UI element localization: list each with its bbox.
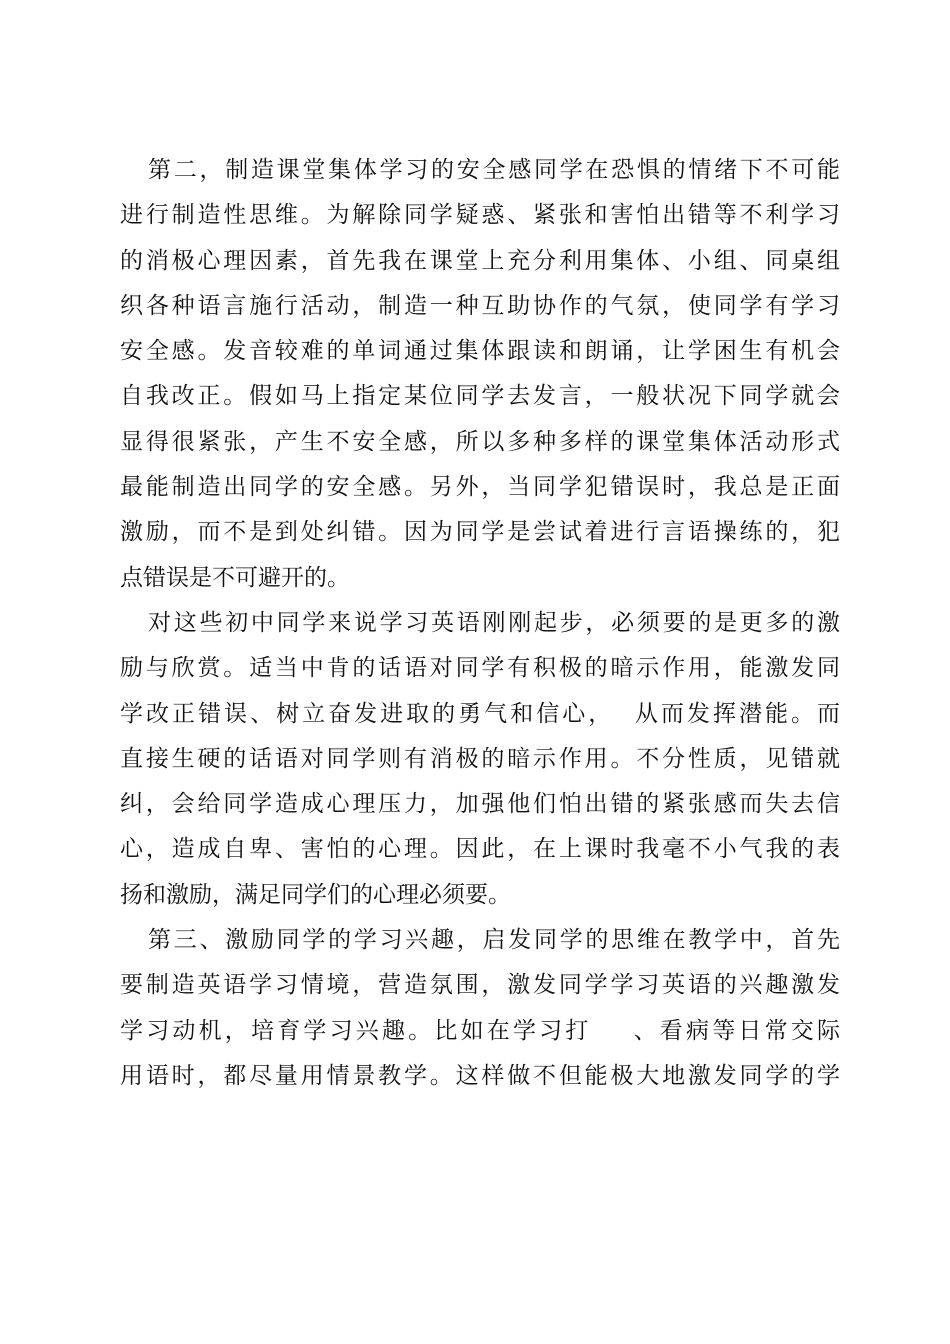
paragraph-line: 第二，制造课堂集体学习的安全感同学在恐惧的情绪下不可能 <box>148 157 840 183</box>
paragraph-line: 点错误是不可避开的。 <box>120 564 350 591</box>
paragraph-line: 用语时，都尽量用情景教学。这样做不但能极大地激发同学的学 <box>120 1062 840 1089</box>
paragraph-2 <box>120 601 840 918</box>
paragraph-line: 学改正错误、树立奋发进取的勇气和信心， 从而发挥潜能。而 <box>120 700 840 727</box>
paragraph-line: 显得很紧张，产生不安全感，所以多种多样的课堂集体活动形式 <box>120 428 840 455</box>
paragraph-line: 扬和激励，满足同学们的心理必须要。 <box>120 881 511 908</box>
paragraph-1 <box>120 148 840 601</box>
paragraph-line: 自我改正。假如马上指定某位同学去发言，一般状况下同学就会 <box>120 383 840 410</box>
paragraph-line: 纠，会给同学造成心理压力，加强他们怕出错的紧张感而失去信 <box>120 791 840 818</box>
paragraph-3 <box>120 918 840 1099</box>
paragraph-line: 最能制造出同学的安全感。另外，当同学犯错误时，我总是正面 <box>120 474 840 501</box>
paragraph-line: 进行制造性思维。为解除同学疑惑、紧张和害怕出错等不利学习 <box>120 202 840 229</box>
paragraph-line: 直接生硬的话语对同学则有消极的暗示作用。不分性质，见错就 <box>120 745 840 772</box>
paragraph-line: 学习动机，培育学习兴趣。比如在学习打 、看病等日常交际 <box>120 1017 840 1044</box>
document-body <box>120 148 840 1099</box>
paragraph-line: 织各种语言施行活动，制造一种互助协作的气氛，使同学有学习 <box>120 292 840 319</box>
paragraph-line: 要制造英语学习情境，营造氛围，激发同学学习英语的兴趣激发 <box>120 972 840 999</box>
paragraph-line: 激励，而不是到处纠错。因为同学是尝试着进行言语操练的，犯 <box>120 519 840 546</box>
paragraph-line: 的消极心理因素，首先我在课堂上充分利用集体、小组、同桌组 <box>120 247 840 274</box>
paragraph-line: 对这些初中同学来说学习英语刚刚起步，必须要的是更多的激 <box>148 609 840 636</box>
paragraph-line: 第三、激励同学的学习兴趣，启发同学的思维在教学中，首先 <box>148 927 840 954</box>
paragraph-line: 安全感。发音较难的单词通过集体跟读和朗诵，让学困生有机会 <box>120 338 840 365</box>
paragraph-line: 励与欣赏。适当中肯的话语对同学有积极的暗示作用，能激发同 <box>120 655 840 682</box>
paragraph-line: 心，造成自卑、害怕的心理。因此，在上课时我毫不小气我的表 <box>120 836 840 863</box>
